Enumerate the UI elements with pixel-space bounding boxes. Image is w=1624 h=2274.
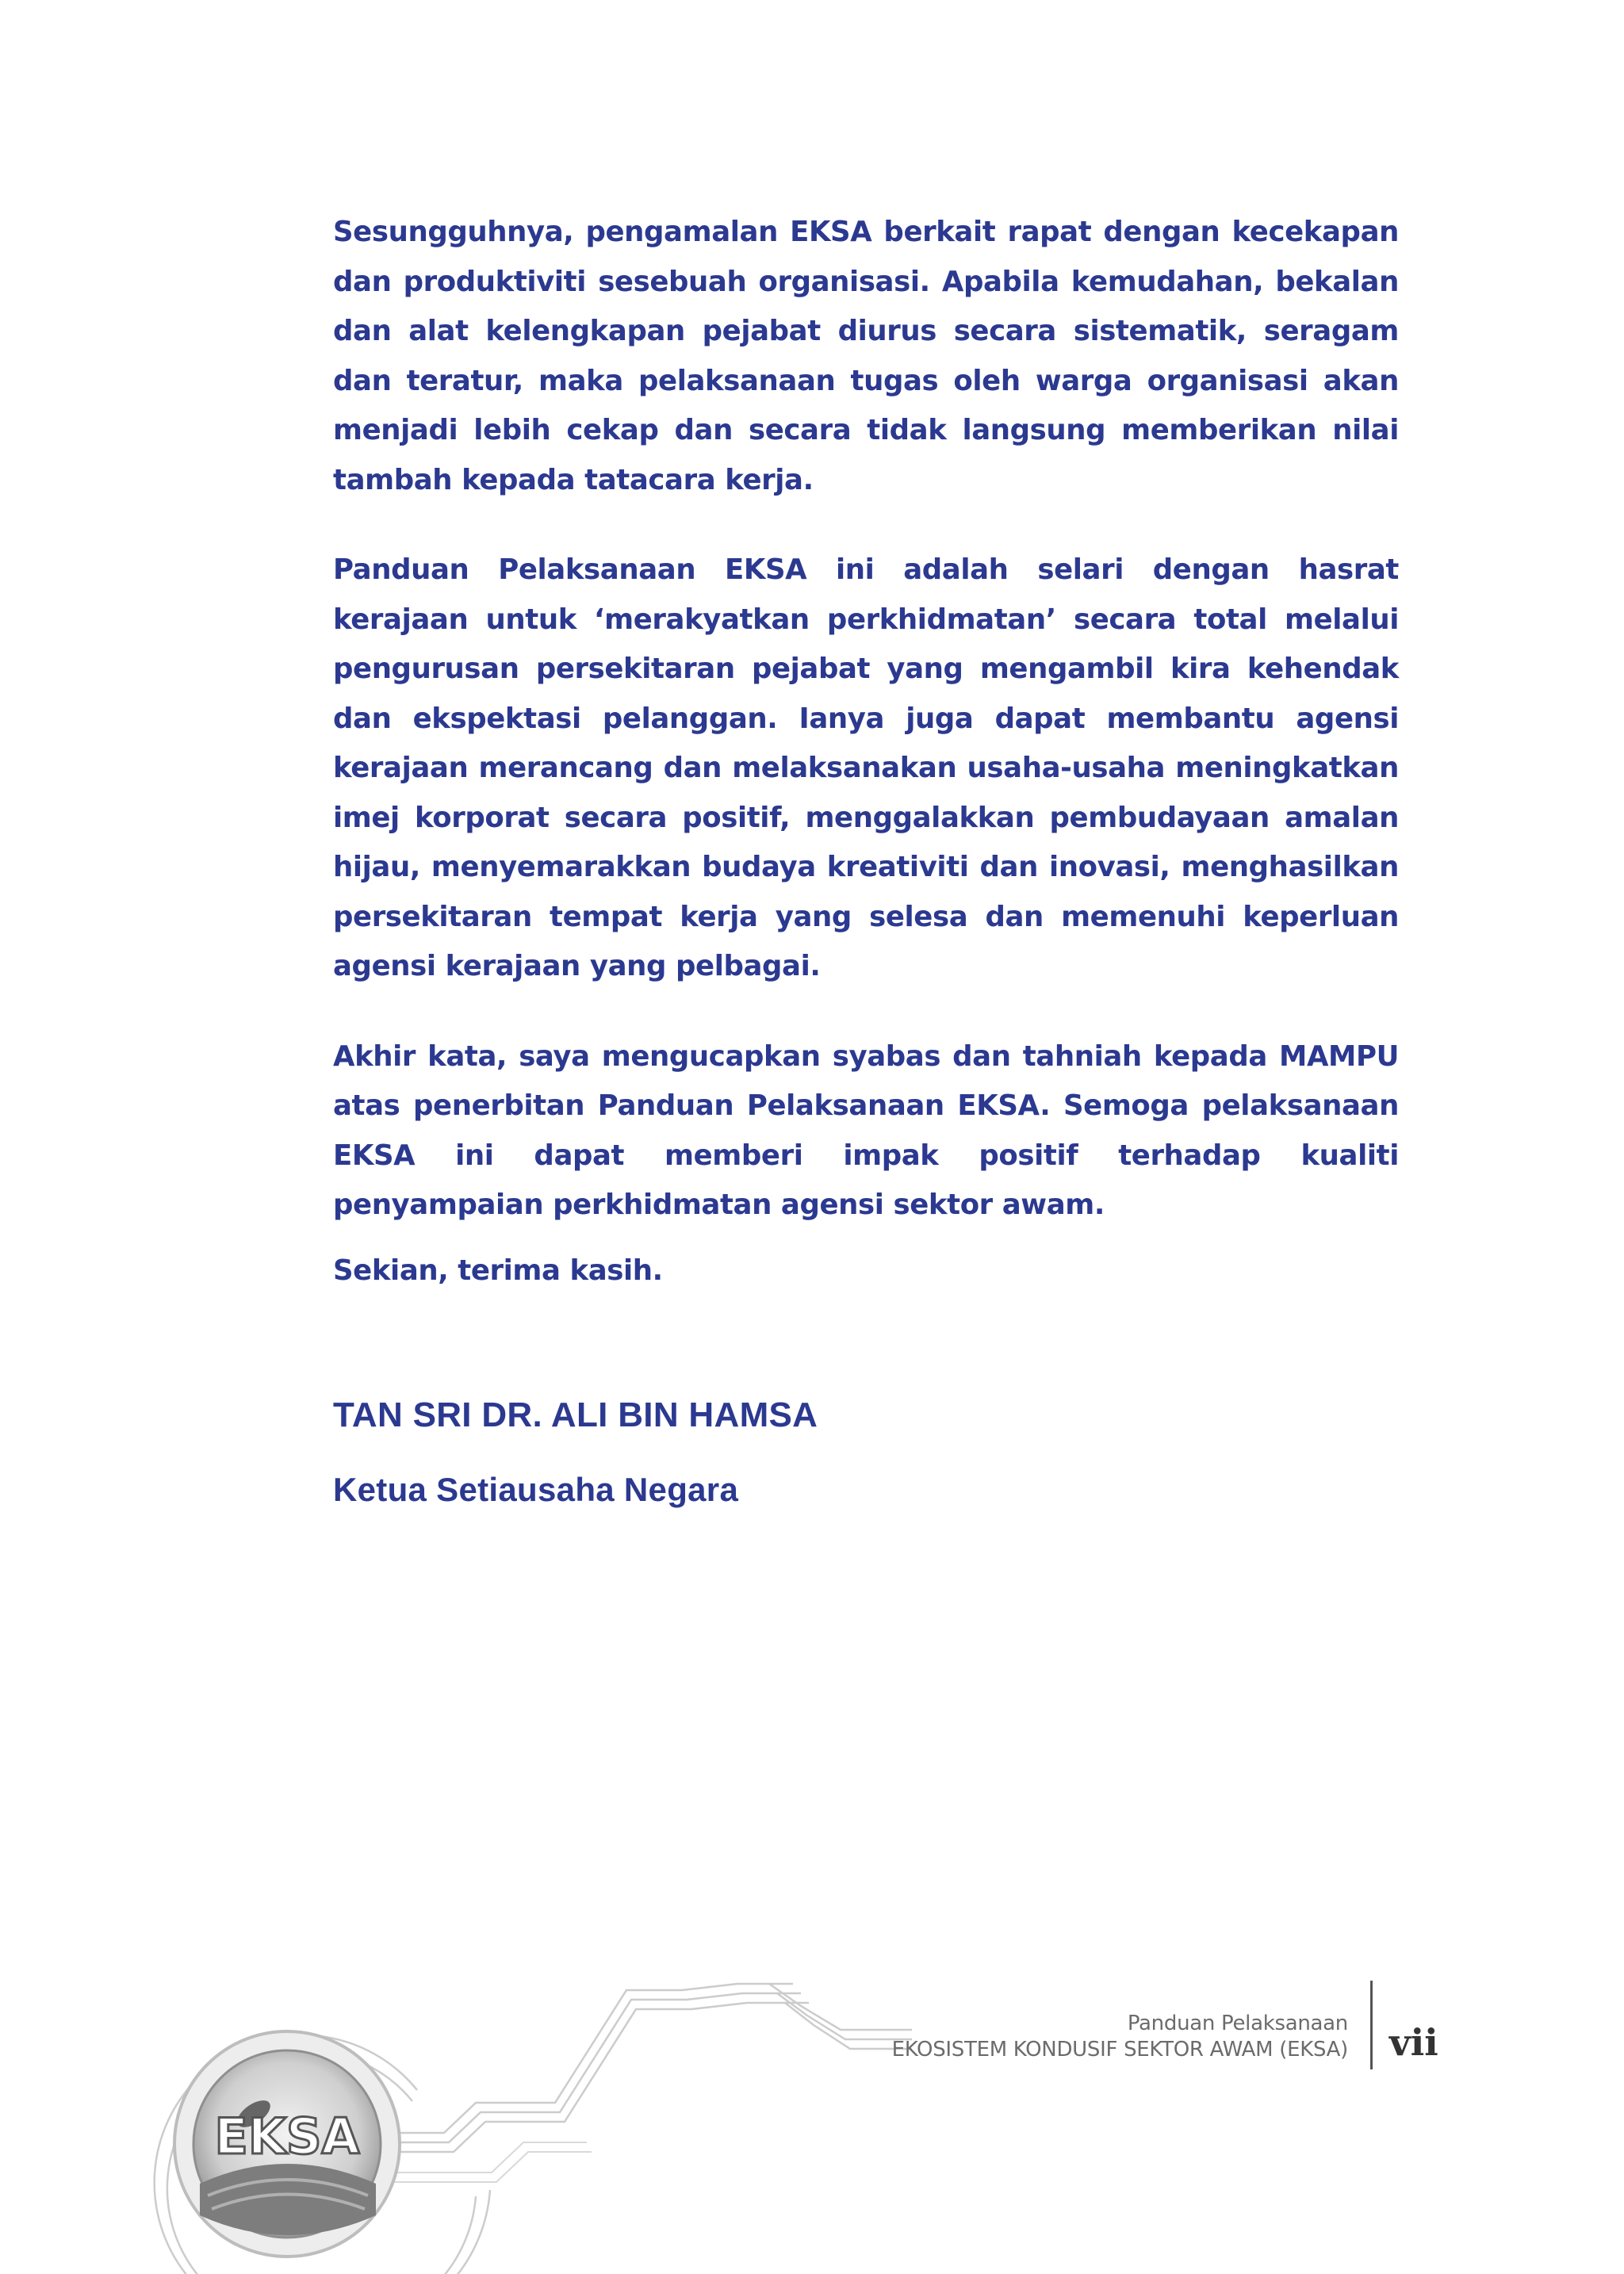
page-number: vii: [1389, 2021, 1438, 2064]
paragraph-1: Sesungguhnya, pengamalan EKSA berkait rapat dengan kecekapan dan produktiviti sesebuah organisasi. Apabila kemudahan, bekalan dan alat kelengkapan pejabat diurus secara sistematik, seragam dan teratur, maka pelaksanaan tugas oleh warga organisasi akan menjadi lebih cekap dan secara tidak langsung memberikan nilai tambah kepada tatacara kerja.: [333, 216, 1399, 496]
closing-remark: Sekian, terima kasih.: [333, 1254, 663, 1287]
footer-publication-title: [892, 2011, 1348, 2063]
footer-line-2: EKOSISTEM KONDUSIF SEKTOR AWAM (EKSA): [891, 2038, 1348, 2062]
paragraph-3: Akhir kata, saya mengucapkan syabas dan tahniah kepada MAMPU atas penerbitan Panduan Pelaksanaan EKSA. Semoga pelaksanaan EKSA ini dapat memberi impak positif terhadap kualiti penyampaian perkhidmatan agensi sektor awam.: [333, 1039, 1399, 1221]
signatory-title: Ketua Setiausaha Negara: [333, 1471, 739, 1508]
eksa-logo: [168, 2025, 406, 2263]
body-text: [333, 208, 1399, 1231]
signatory-name: TAN SRI DR. ALI BIN HAMSA: [333, 1395, 818, 1434]
footer-divider: [1370, 1981, 1373, 2069]
footer-line-1: Panduan Pelaksanaan: [1127, 2012, 1348, 2035]
eksa-logo-text: EKSA: [214, 2107, 360, 2165]
paragraph-2: Panduan Pelaksanaan EKSA ini adalah selari dengan hasrat kerajaan untuk ‘merakyatkan perkhidmatan’ secara total melalui pengurusan persekitaran pejabat yang mengambil kira kehendak dan ekspektasi pelanggan. Ianya juga dapat membantu agensi kerajaan merancang dan melaksanakan usaha-usaha meningkatkan imej korporat secara positif, menggalakkan pembudayaan amalan hijau, menyemarakkan budaya kreativiti dan inovasi, menghasilkan persekitaran tempat kerja yang selesa dan memenuhi keperluan agensi kerajaan yang pelbagai.: [333, 553, 1399, 982]
